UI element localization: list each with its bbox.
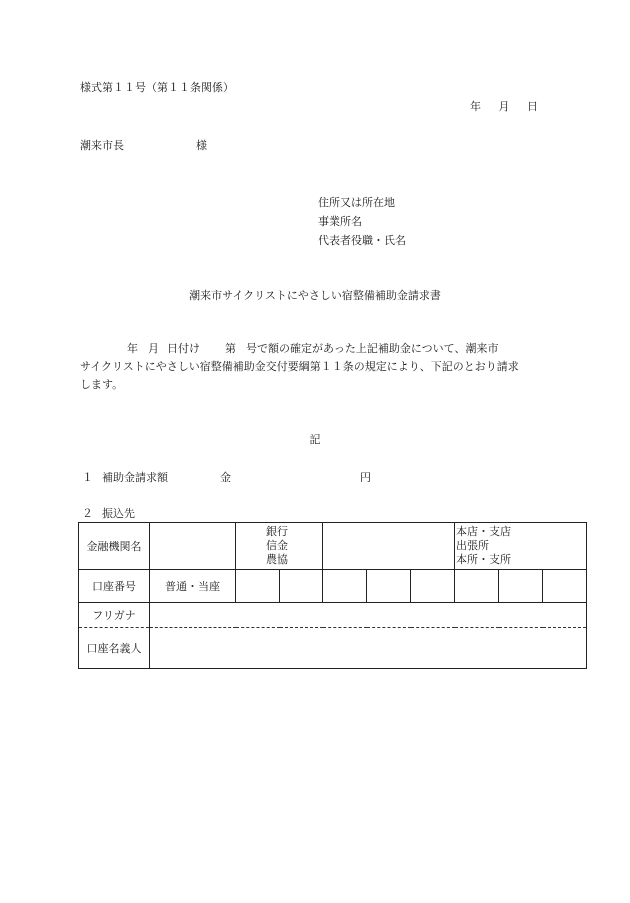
business-name-label: 事業所名	[318, 215, 362, 228]
item1-request-amount	[82, 471, 371, 484]
account-type[interactable]: 普通・当座	[150, 570, 236, 603]
branch-type-honsho: 本所・支所	[456, 553, 512, 566]
account-digit-cell[interactable]	[236, 570, 280, 603]
applicant-block	[318, 193, 406, 250]
form-number: 様式第１１号（第１１条関係）	[80, 81, 234, 94]
ki-heading: 記	[309, 433, 321, 446]
item1-number: １	[82, 471, 93, 484]
addressee-honorific: 様	[196, 139, 207, 152]
item1-label: 補助金請求額	[102, 471, 168, 484]
account-digit-cell[interactable]	[411, 570, 455, 603]
body-paragraph	[80, 340, 560, 394]
account-digit-cell[interactable]	[543, 570, 587, 603]
body-line3: します。	[80, 378, 124, 391]
body-line1-rest: 号で額の確定があった上記補助金について、潮来市	[246, 342, 499, 355]
bank-type-shinkin: 信金	[266, 539, 288, 552]
holder-input[interactable]	[150, 628, 587, 669]
body-year: 年	[127, 342, 138, 355]
bank-type-nokyo: 農協	[266, 553, 288, 566]
body-line2: サイクリストにやさしい宿整備補助金交付要綱第１１条の規定により、下記のとおり請求	[80, 360, 519, 373]
date-day: 日	[527, 100, 538, 113]
institution-name-cell[interactable]	[150, 523, 236, 570]
bank-type-cell	[236, 523, 323, 570]
item2-label: 振込先	[102, 507, 135, 520]
branch-name-cell[interactable]	[323, 523, 455, 570]
institution-label: 金融機関名	[79, 523, 150, 570]
bank-table	[78, 522, 587, 669]
address-label: 住所又は所在地	[318, 196, 395, 209]
bank-type-bank: 銀行	[266, 525, 288, 538]
furigana-input[interactable]	[150, 603, 587, 628]
addressee-name: 潮来市長	[80, 139, 124, 152]
date-year: 年	[470, 100, 481, 113]
account-digit-cell[interactable]	[499, 570, 543, 603]
representative-label: 代表者役職・氏名	[318, 234, 406, 247]
account-number-label: 口座番号	[79, 570, 150, 603]
account-digit-cell[interactable]	[455, 570, 499, 603]
body-month: 月	[148, 342, 159, 355]
account-digit-cell[interactable]	[280, 570, 323, 603]
branch-type-shucchojo: 出張所	[456, 539, 490, 552]
furigana-label: フリガナ	[79, 603, 150, 628]
document-title: 潮来市サイクリストにやさしい宿整備補助金請求書	[189, 289, 441, 302]
item2-number: ２	[82, 507, 93, 520]
account-digit-cell[interactable]	[367, 570, 411, 603]
item2-transfer	[82, 507, 135, 520]
body-day: 日付け	[167, 342, 200, 355]
addressee	[80, 139, 207, 152]
holder-label: 口座名義人	[79, 628, 150, 669]
item1-kin: 金	[220, 471, 231, 484]
date-month: 月	[498, 100, 510, 113]
branch-type-cell	[455, 523, 587, 570]
date-line	[470, 100, 538, 113]
branch-type-honten: 本店・支店	[456, 525, 512, 538]
body-dai: 第	[225, 342, 236, 355]
account-digit-cell[interactable]	[323, 570, 367, 603]
item1-yen: 円	[360, 471, 371, 484]
